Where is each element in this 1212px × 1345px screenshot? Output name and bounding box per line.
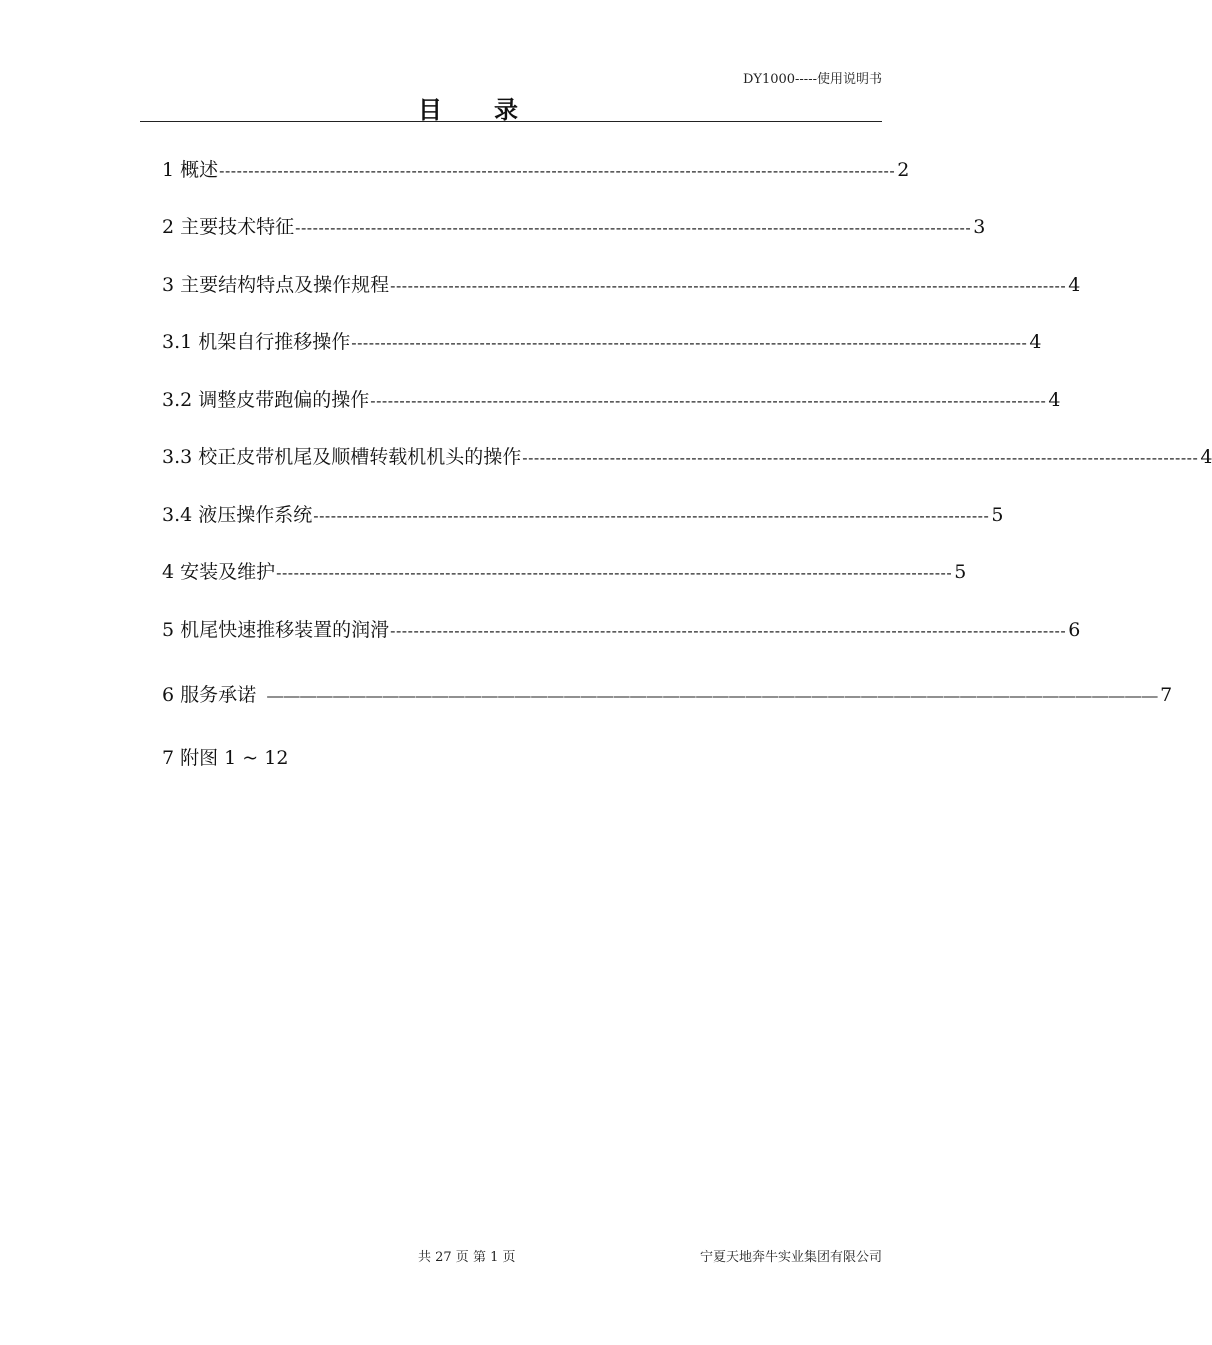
toc-entry-label: 3.1 机架自行推移操作 xyxy=(162,331,351,353)
toc-entry-label: 7 附图 1 ~ 12 xyxy=(162,747,289,769)
toc-page-number: 5 xyxy=(954,561,967,583)
toc-leader: -------------------------------------------------------------------------------------------------------------------- xyxy=(313,508,990,525)
toc-page-number: 4 xyxy=(1029,331,1042,353)
toc-page-number: 4 xyxy=(1068,274,1081,296)
toc-entry-label: 5 机尾快速推移装置的润滑 xyxy=(162,619,390,641)
toc-entry-lubrication[interactable] xyxy=(162,615,1081,641)
toc-leader: -------------------------------------------------------------------------------------------------------------------- xyxy=(390,623,1067,640)
toc-page-number: 5 xyxy=(991,504,1004,526)
toc-entry-label: 3.3 校正皮带机尾及顺槽转载机机头的操作 xyxy=(162,446,522,468)
toc-page-number: 3 xyxy=(973,216,986,238)
page-counter: 共 27 页 第 1 页 xyxy=(418,1250,516,1265)
toc-entry-overview[interactable] xyxy=(162,155,910,181)
toc-page-number: 4 xyxy=(1200,446,1212,468)
toc-entry-label: 3.2 调整皮带跑偏的操作 xyxy=(162,389,370,411)
toc-leader: -------------------------------------------------------------------------------------------------------------------- xyxy=(219,163,896,180)
header-divider xyxy=(140,121,882,122)
toc-leader: -------------------------------------------------------------------------------------------------------------------- xyxy=(370,393,1047,410)
toc-entry-appendix-figures[interactable] xyxy=(162,743,462,769)
toc-entry-installation[interactable] xyxy=(162,557,967,583)
toc-entry-belt-deviation[interactable] xyxy=(162,385,1061,411)
toc-page-number: 6 xyxy=(1068,619,1081,641)
toc-entry-service-commitment[interactable] xyxy=(162,680,1173,706)
toc-entry-tail-correction[interactable] xyxy=(162,442,1212,468)
toc-entry-label: 1 概述 xyxy=(162,159,219,181)
document-label: DY1000-----使用说明书 xyxy=(742,72,882,87)
toc-page-number: 4 xyxy=(1048,389,1061,411)
company-name: 宁夏天地奔牛实业集团有限公司 xyxy=(699,1250,882,1265)
toc-page-number: 2 xyxy=(897,159,910,181)
toc-leader: -------------------------------------------------------------------------------------------------------------------- xyxy=(390,278,1067,295)
toc-entry-structure-operation[interactable] xyxy=(162,270,1081,296)
toc-leader: -------------------------------------------------------------------------------------------------------------------- xyxy=(351,335,1028,352)
toc-page-number: 7 xyxy=(1160,684,1173,706)
page-title: 目录 xyxy=(418,95,570,124)
toc-entry-label: 3.4 液压操作系统 xyxy=(162,504,313,526)
toc-entry-hydraulic-system[interactable] xyxy=(162,500,1004,526)
toc-leader: -------------------------------------------------------------------------------------------------------------------- xyxy=(276,565,953,582)
toc-leader: -------------------------------------------------------------------------------------------------------------------- xyxy=(522,450,1199,467)
toc-entry-technical-features[interactable] xyxy=(162,212,986,238)
toc-entry-label: 4 安装及维护 xyxy=(162,561,276,583)
toc-entry-frame-advance[interactable] xyxy=(162,327,1042,353)
toc-leader: —————————————————————————————————————————————————————— xyxy=(267,688,1159,705)
toc-entry-label: 2 主要技术特征 xyxy=(162,216,295,238)
toc-entry-label: 3 主要结构特点及操作规程 xyxy=(162,274,390,296)
toc-entry-label: 6 服务承诺 xyxy=(162,684,257,706)
toc-leader: -------------------------------------------------------------------------------------------------------------------- xyxy=(295,220,972,237)
